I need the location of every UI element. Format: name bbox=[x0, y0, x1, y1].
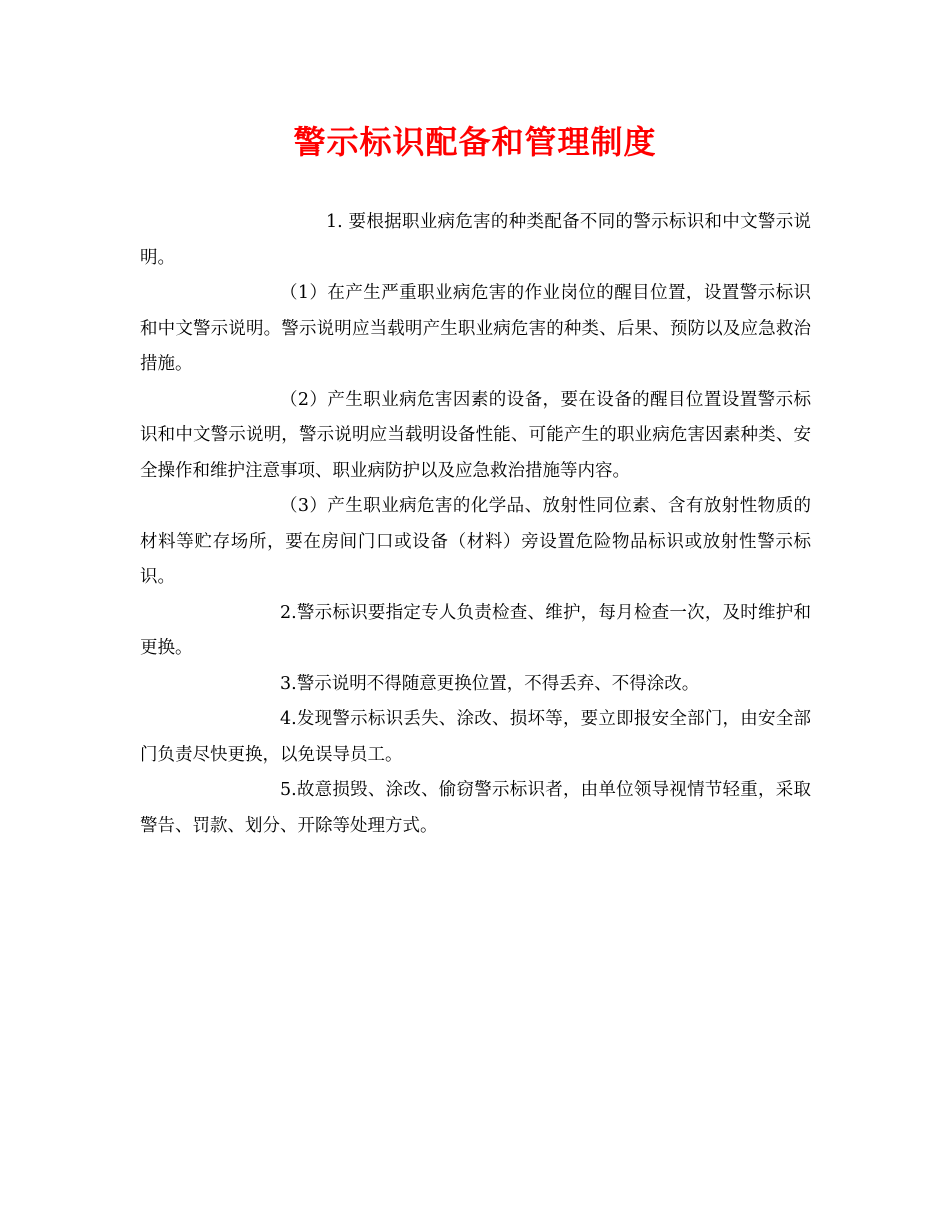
paragraph-1: 1. 要根据职业病危害的种类配备不同的警示标识和中文警示说明。 bbox=[140, 212, 811, 268]
paragraph-1-1: （1）在产生严重职业病危害的作业岗位的醒目位置，设置警示标识和中文警示说明。警示说明应当载明产生职业病危害的种类、后果、预防以及应急救治措施。 bbox=[140, 283, 811, 374]
paragraph-4: 4.发现警示标识丢失、涂改、损坏等，要立即报安全部门，由安全部门负责尽快更换，以免误导员工。 bbox=[140, 709, 811, 765]
document-body bbox=[140, 205, 811, 844]
paragraph-1-3: （3）产生职业病危害的化学品、放射性同位素、含有放射性物质的材料等贮存场所，要在房间门口或设备（材料）旁设置危险物品标识或放射性警示标识。 bbox=[140, 496, 811, 587]
paragraph-2: 2.警示标识要指定专人负责检查、维护，每月检查一次，及时维护和更换。 bbox=[140, 602, 811, 658]
paragraph-1-2: （2）产生职业病危害因素的设备，要在设备的醒目位置设置警示标识和中文警示说明，警示说明应当载明设备性能、可能产生的职业病危害因素种类、安全操作和维护注意事项、职业病防护以及应急救治措施等内容。 bbox=[140, 389, 811, 481]
document-title: 警示标识配备和管理制度 bbox=[293, 123, 657, 161]
paragraph-5: 5.故意损毁、涂改、偷窃警示标识者，由单位领导视情节轻重，采取警告、罚款、划分、开除等处理方式。 bbox=[140, 780, 811, 836]
paragraph-3: 3.警示说明不得随意更换位置，不得丢弃、不得涂改。 bbox=[280, 673, 700, 694]
